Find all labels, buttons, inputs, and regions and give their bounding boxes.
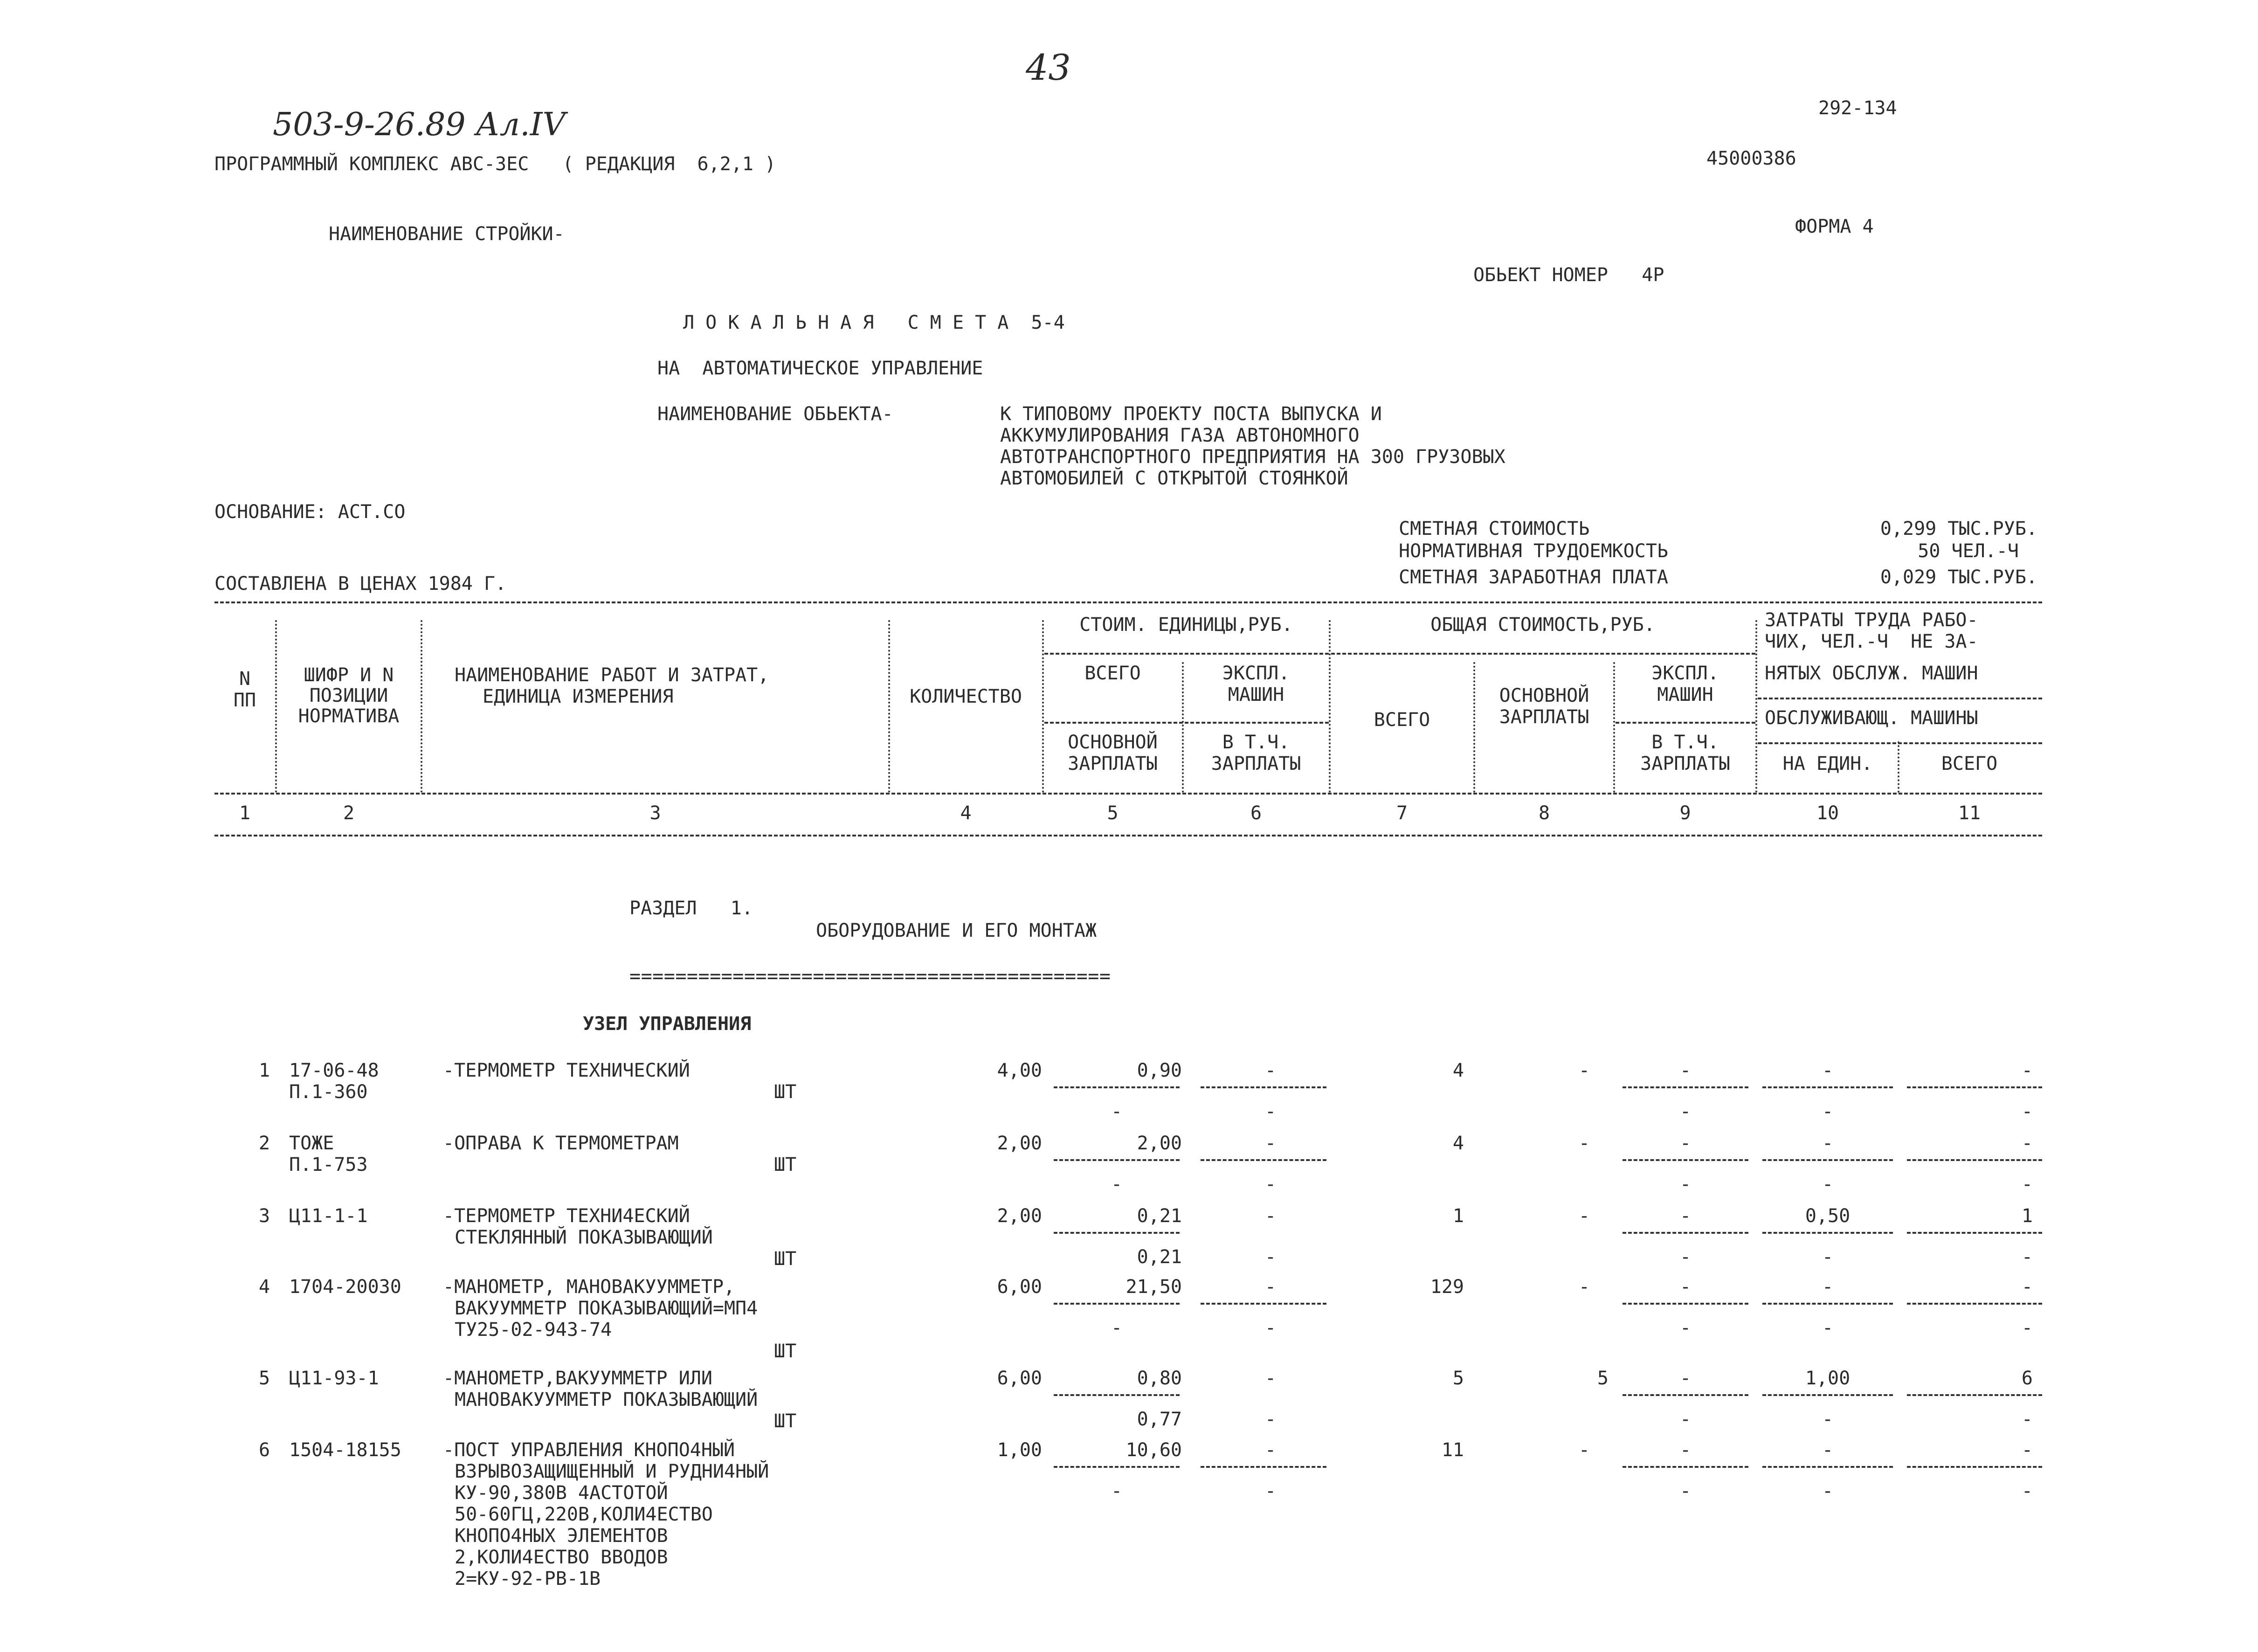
row-qty: 6,00	[997, 1276, 1042, 1298]
col-header-9b: В Т.Ч.	[1651, 732, 1719, 753]
row-labor-unit: 1,00	[1805, 1368, 1851, 1389]
row-total-salary: -	[1578, 1439, 1590, 1461]
row-name: -ОПРАВА К ТЕРМОМЕТРАМ	[443, 1133, 679, 1154]
summary-value: 50 ЧЕЛ.-Ч	[1918, 540, 2019, 562]
row-qty: 2,00	[997, 1133, 1042, 1154]
col-number: 7	[1396, 802, 1408, 824]
row-unit-machine-salary: -	[1264, 1409, 1277, 1430]
row-unit: ШТ	[774, 1341, 797, 1362]
row-labor-unit-machine: -	[1822, 1174, 1834, 1195]
col-header-code: ШИФР И N	[304, 664, 394, 686]
row-labor-unit-machine: -	[1822, 1246, 1834, 1268]
col-header-labor: ЗАТРАТЫ ТРУДА РАБО-	[1765, 609, 1978, 631]
row-labor-total: -	[2021, 1439, 2033, 1461]
row-labor-unit: -	[1822, 1133, 1834, 1154]
stamp-number: 292-134	[1818, 97, 1897, 119]
row-unit-salary: 0,77	[1137, 1409, 1182, 1430]
summary-value: 0,299 ТЫС.РУБ.	[1880, 518, 2037, 539]
col-header-11: ВСЕГО	[1941, 753, 1998, 774]
summary-label: СМЕТНАЯ ЗАРАБОТНАЯ ПЛАТА	[1399, 567, 1668, 588]
row-unit-machine: -	[1264, 1439, 1277, 1461]
section-label: РАЗДЕЛ 1.	[629, 898, 753, 919]
divider	[1758, 698, 2042, 699]
row-number: 4	[259, 1276, 270, 1298]
row-total-salary: -	[1578, 1205, 1590, 1227]
col-number: 4	[960, 802, 972, 824]
row-total-salary: 5	[1597, 1368, 1609, 1389]
col-header-8: ЗАРПЛАТЫ	[1499, 706, 1589, 728]
row-unit-machine-salary: -	[1264, 1317, 1277, 1339]
subsection-title: УЗЕЛ УПРАВЛЕНИЯ	[583, 1013, 752, 1035]
col-header-n: ПП	[233, 690, 256, 711]
object-label: НАИМЕНОВАНИЕ ОБЬЕКТА-	[657, 403, 893, 425]
row-unit-salary: -	[1111, 1480, 1123, 1502]
col-header-6a: ЭКСПЛ.	[1222, 663, 1290, 684]
col-header-5a: ВСЕГО	[1084, 663, 1141, 684]
col-number: 6	[1250, 802, 1262, 824]
col-header-9b: ЗАРПЛАТЫ	[1640, 753, 1730, 774]
row-number: 2	[259, 1133, 270, 1154]
row-labor-total: 6	[2021, 1368, 2033, 1389]
row-code: П.1-360	[289, 1081, 368, 1103]
col-header-n: N	[239, 668, 251, 690]
col-header-8: ОСНОВНОЙ	[1499, 685, 1589, 706]
row-unit: ШТ	[774, 1154, 797, 1175]
row-total-machine-salary: -	[1679, 1317, 1692, 1339]
row-labor-total: -	[2021, 1133, 2033, 1154]
row-name: -МАНОМЕТР, МАНОВАКУУММЕТР,	[443, 1276, 735, 1298]
row-unit-total: 0,90	[1137, 1060, 1182, 1081]
object-name-line: АВТОМОБИЛЕЙ С ОТКРЫТОЙ СТОЯНКОЙ	[1000, 468, 1348, 489]
col-number: 9	[1679, 802, 1691, 824]
prices-note: СОСТАВЛЕНА В ЦЕНАХ 1984 Г.	[214, 573, 507, 594]
doc-id: 45000386	[1706, 148, 1796, 169]
row-unit-machine: -	[1264, 1205, 1277, 1227]
row-code: 17-06-48	[289, 1060, 379, 1081]
row-code: Ц11-1-1	[289, 1205, 368, 1227]
page-number: 43	[1026, 47, 1071, 88]
col-number: 10	[1816, 802, 1839, 824]
col-header-10: НА ЕДИН.	[1782, 753, 1873, 774]
col-header-labor: НЯТЫХ ОБСЛУЖ. МАШИН	[1765, 663, 1978, 684]
row-unit-salary: -	[1111, 1174, 1123, 1195]
row-name: 50-60ГЦ,220В,КОЛИ4ЕСТВО	[455, 1504, 713, 1525]
divider	[214, 601, 2042, 603]
row-unit-machine-salary: -	[1264, 1174, 1277, 1195]
row-labor-total-machine: -	[2021, 1246, 2033, 1268]
col-number: 5	[1107, 802, 1119, 824]
divider	[214, 793, 2042, 795]
divider	[1331, 653, 1755, 655]
row-labor-unit: -	[1822, 1060, 1834, 1081]
row-number: 6	[259, 1439, 270, 1461]
row-name: ТУ25-02-943-74	[455, 1319, 612, 1341]
row-number: 3	[259, 1205, 270, 1227]
row-name: ВЗРЫВОЗАЩИЩЕННЫЙ И РУДНИ4НЫЙ	[455, 1461, 769, 1482]
row-qty: 4,00	[997, 1060, 1042, 1081]
row-code: П.1-753	[289, 1154, 368, 1175]
divider	[1044, 722, 1329, 724]
col-number: 2	[343, 802, 355, 824]
section-name: ОБОРУДОВАНИЕ И ЕГО МОНТАЖ	[816, 920, 1097, 941]
row-total-machine: -	[1679, 1205, 1692, 1227]
row-total-machine-salary: -	[1679, 1480, 1692, 1502]
summary-value: 0,029 ТЫС.РУБ.	[1880, 567, 2037, 588]
col-header-6b: ЗАРПЛАТЫ	[1211, 753, 1301, 774]
row-name: -МАНОМЕТР,ВАКУУММЕТР ИЛИ	[443, 1368, 712, 1389]
summary-label: НОРМАТИВНАЯ ТРУДОЕМКОСТЬ	[1399, 540, 1668, 562]
row-unit-total: 0,21	[1137, 1205, 1182, 1227]
row-labor-total: 1	[2021, 1205, 2033, 1227]
row-unit-machine: -	[1264, 1060, 1277, 1081]
row-name: 2,КОЛИ4ЕСТВО ВВОДОВ	[455, 1547, 668, 1568]
row-unit-salary: -	[1111, 1317, 1123, 1339]
col-number: 8	[1538, 802, 1550, 824]
row-total: 4	[1452, 1133, 1464, 1154]
section-underline: ==========================================	[629, 966, 1111, 987]
row-unit-machine: -	[1264, 1276, 1277, 1298]
row-labor-total: -	[2021, 1060, 2033, 1081]
row-total-salary: -	[1578, 1276, 1590, 1298]
row-name: КНОПО4НЫХ ЭЛЕМЕНТОВ	[455, 1525, 668, 1547]
col-header-code: ПОЗИЦИИ	[309, 685, 388, 706]
divider	[1616, 722, 1755, 724]
row-total: 5	[1452, 1368, 1464, 1389]
col-header-code: НОРМАТИВА	[298, 705, 400, 727]
col-header-6b: В Т.Ч.	[1222, 732, 1290, 753]
row-total-machine: -	[1679, 1133, 1692, 1154]
row-number: 5	[259, 1368, 270, 1389]
divider	[1329, 620, 1331, 793]
row-total-salary: -	[1578, 1060, 1590, 1081]
basis: ОСНОВАНИЕ: АСТ.СО	[214, 501, 406, 523]
row-unit: ШТ	[774, 1410, 797, 1432]
row-code: Ц11-93-1	[289, 1368, 379, 1389]
row-total-salary: -	[1578, 1133, 1590, 1154]
row-name: ВАКУУММЕТР ПОКАЗЫВАЮЩИЙ=МП4	[455, 1298, 758, 1319]
row-name: -ТЕРМОМЕТР ТЕХНИ4ЕСКИЙ	[443, 1205, 690, 1227]
row-name: 2=КУ-92-РВ-1В	[455, 1568, 601, 1590]
col-number: 11	[1958, 802, 1981, 824]
col-header-labor2: ОБСЛУЖИВАЮЩ. МАШИНЫ	[1765, 707, 1978, 729]
row-name: МАНОВАКУУММЕТР ПОКАЗЫВАЮЩИЙ	[455, 1389, 758, 1410]
row-labor-unit-machine: -	[1822, 1317, 1834, 1339]
row-name: КУ-90,380В 4АСТОТОЙ	[455, 1482, 668, 1504]
object-name-line: АККУМУЛИРОВАНИЯ ГАЗА АВТОНОМНОГО	[1000, 425, 1360, 446]
col-header-total-cost: ОБЩАЯ СТОИМОСТЬ,РУБ.	[1430, 614, 1655, 636]
col-header-qty: КОЛИЧЕСТВО	[910, 686, 1022, 707]
row-code: 1704-20030	[289, 1276, 401, 1298]
col-header-5b: ЗАРПЛАТЫ	[1068, 753, 1158, 774]
row-qty: 1,00	[997, 1439, 1042, 1461]
document-subtitle: НА АВТОМАТИЧЕСКОЕ УПРАВЛЕНИЕ	[657, 358, 983, 379]
row-labor-total-machine: -	[2021, 1480, 2033, 1502]
object-number: ОБЬЕКТ НОМЕР 4Р	[1473, 264, 1664, 286]
col-header-9a: МАШИН	[1657, 684, 1713, 705]
row-unit-total: 2,00	[1137, 1133, 1182, 1154]
row-unit-salary: 0,21	[1137, 1246, 1182, 1268]
col-header-unit-cost: СТОИМ. ЕДИНИЦЫ,РУБ.	[1079, 614, 1293, 636]
row-total: 4	[1452, 1060, 1464, 1081]
row-unit-machine-salary: -	[1264, 1246, 1277, 1268]
row-total: 129	[1430, 1276, 1464, 1298]
row-name: -ПОСТ УПРАВЛЕНИЯ КНОПО4НЫЙ	[443, 1439, 735, 1461]
col-header-name: ЕДИНИЦА ИЗМЕРЕНИЯ	[483, 686, 674, 707]
col-header-name: НАИМЕНОВАНИЕ РАБОТ И ЗАТРАТ,	[455, 664, 769, 686]
row-labor-unit: 0,50	[1805, 1205, 1851, 1227]
summary-label: СМЕТНАЯ СТОИМОСТЬ	[1399, 518, 1590, 539]
row-unit-machine-salary: -	[1264, 1101, 1277, 1122]
row-labor-total-machine: -	[2021, 1317, 2033, 1339]
document-title: Л О К А Л Ь Н А Я С М Е Т А 5-4	[683, 312, 1065, 333]
row-total-machine: -	[1679, 1439, 1692, 1461]
row-total: 11	[1441, 1439, 1464, 1461]
form-label: ФОРМА 4	[1795, 216, 1874, 237]
col-header-9a: ЭКСПЛ.	[1651, 663, 1719, 684]
row-labor-total: -	[2021, 1276, 2033, 1298]
divider	[1755, 620, 1757, 793]
row-qty: 6,00	[997, 1368, 1042, 1389]
row-unit: ШТ	[774, 1081, 797, 1103]
row-labor-unit: -	[1822, 1439, 1834, 1461]
object-name-line: АВТОТРАНСПОРТНОГО ПРЕДПРИЯТИЯ НА 300 ГРУЗОВЫХ	[1000, 446, 1505, 468]
construction-label: НАИМЕНОВАНИЕ СТРОЙКИ-	[329, 223, 565, 245]
col-header-5b: ОСНОВНОЙ	[1068, 732, 1158, 753]
divider	[1044, 653, 1329, 655]
row-labor-unit: -	[1822, 1276, 1834, 1298]
row-unit-salary: -	[1111, 1101, 1123, 1122]
row-unit: ШТ	[774, 1248, 797, 1270]
divider	[421, 620, 422, 793]
row-unit-machine-salary: -	[1264, 1480, 1277, 1502]
row-labor-total-machine: -	[2021, 1101, 2033, 1122]
row-unit-machine: -	[1264, 1368, 1277, 1389]
divider	[214, 835, 2042, 836]
row-number: 1	[259, 1060, 270, 1081]
row-total-machine: -	[1679, 1368, 1692, 1389]
row-total-machine-salary: -	[1679, 1409, 1692, 1430]
row-total-machine-salary: -	[1679, 1174, 1692, 1195]
col-header-labor: ЧИХ, ЧЕЛ.-Ч НЕ ЗА-	[1765, 631, 1978, 652]
row-labor-unit-machine: -	[1822, 1101, 1834, 1122]
object-name-line: К ТИПОВОМУ ПРОЕКТУ ПОСТА ВЫПУСКА И	[1000, 403, 1382, 425]
row-total-machine: -	[1679, 1060, 1692, 1081]
row-labor-unit-machine: -	[1822, 1409, 1834, 1430]
row-total-machine-salary: -	[1679, 1101, 1692, 1122]
row-unit-total: 0,80	[1137, 1368, 1182, 1389]
row-total-machine: -	[1679, 1276, 1692, 1298]
row-qty: 2,00	[997, 1205, 1042, 1227]
col-header-7: ВСЕГО	[1374, 709, 1430, 731]
row-total-machine-salary: -	[1679, 1246, 1692, 1268]
col-number: 3	[649, 802, 661, 824]
row-labor-total-machine: -	[2021, 1409, 2033, 1430]
row-code: 1504-18155	[289, 1439, 401, 1461]
row-name: СТЕКЛЯННЫЙ ПОКАЗЫВАЮЩИЙ	[455, 1227, 713, 1248]
row-labor-unit-machine: -	[1822, 1480, 1834, 1502]
program-line: ПРОГРАММНЫЙ КОМПЛЕКС АВС-3ЕС ( РЕДАКЦИЯ 6,2,1 )	[214, 153, 776, 175]
row-code: ТОЖЕ	[289, 1133, 334, 1154]
row-unit-machine: -	[1264, 1133, 1277, 1154]
col-header-6a: МАШИН	[1228, 684, 1284, 705]
handwritten-code: 503-9-26.89 Ал.IV	[273, 106, 566, 143]
col-number: 1	[239, 802, 251, 824]
row-name: -ТЕРМОМЕТР ТЕХНИЧЕСКИЙ	[443, 1060, 690, 1081]
row-unit-total: 21,50	[1126, 1276, 1182, 1298]
divider	[1758, 742, 2042, 744]
row-labor-total-machine: -	[2021, 1174, 2033, 1195]
row-unit-total: 10,60	[1126, 1439, 1182, 1461]
row-total: 1	[1452, 1205, 1464, 1227]
